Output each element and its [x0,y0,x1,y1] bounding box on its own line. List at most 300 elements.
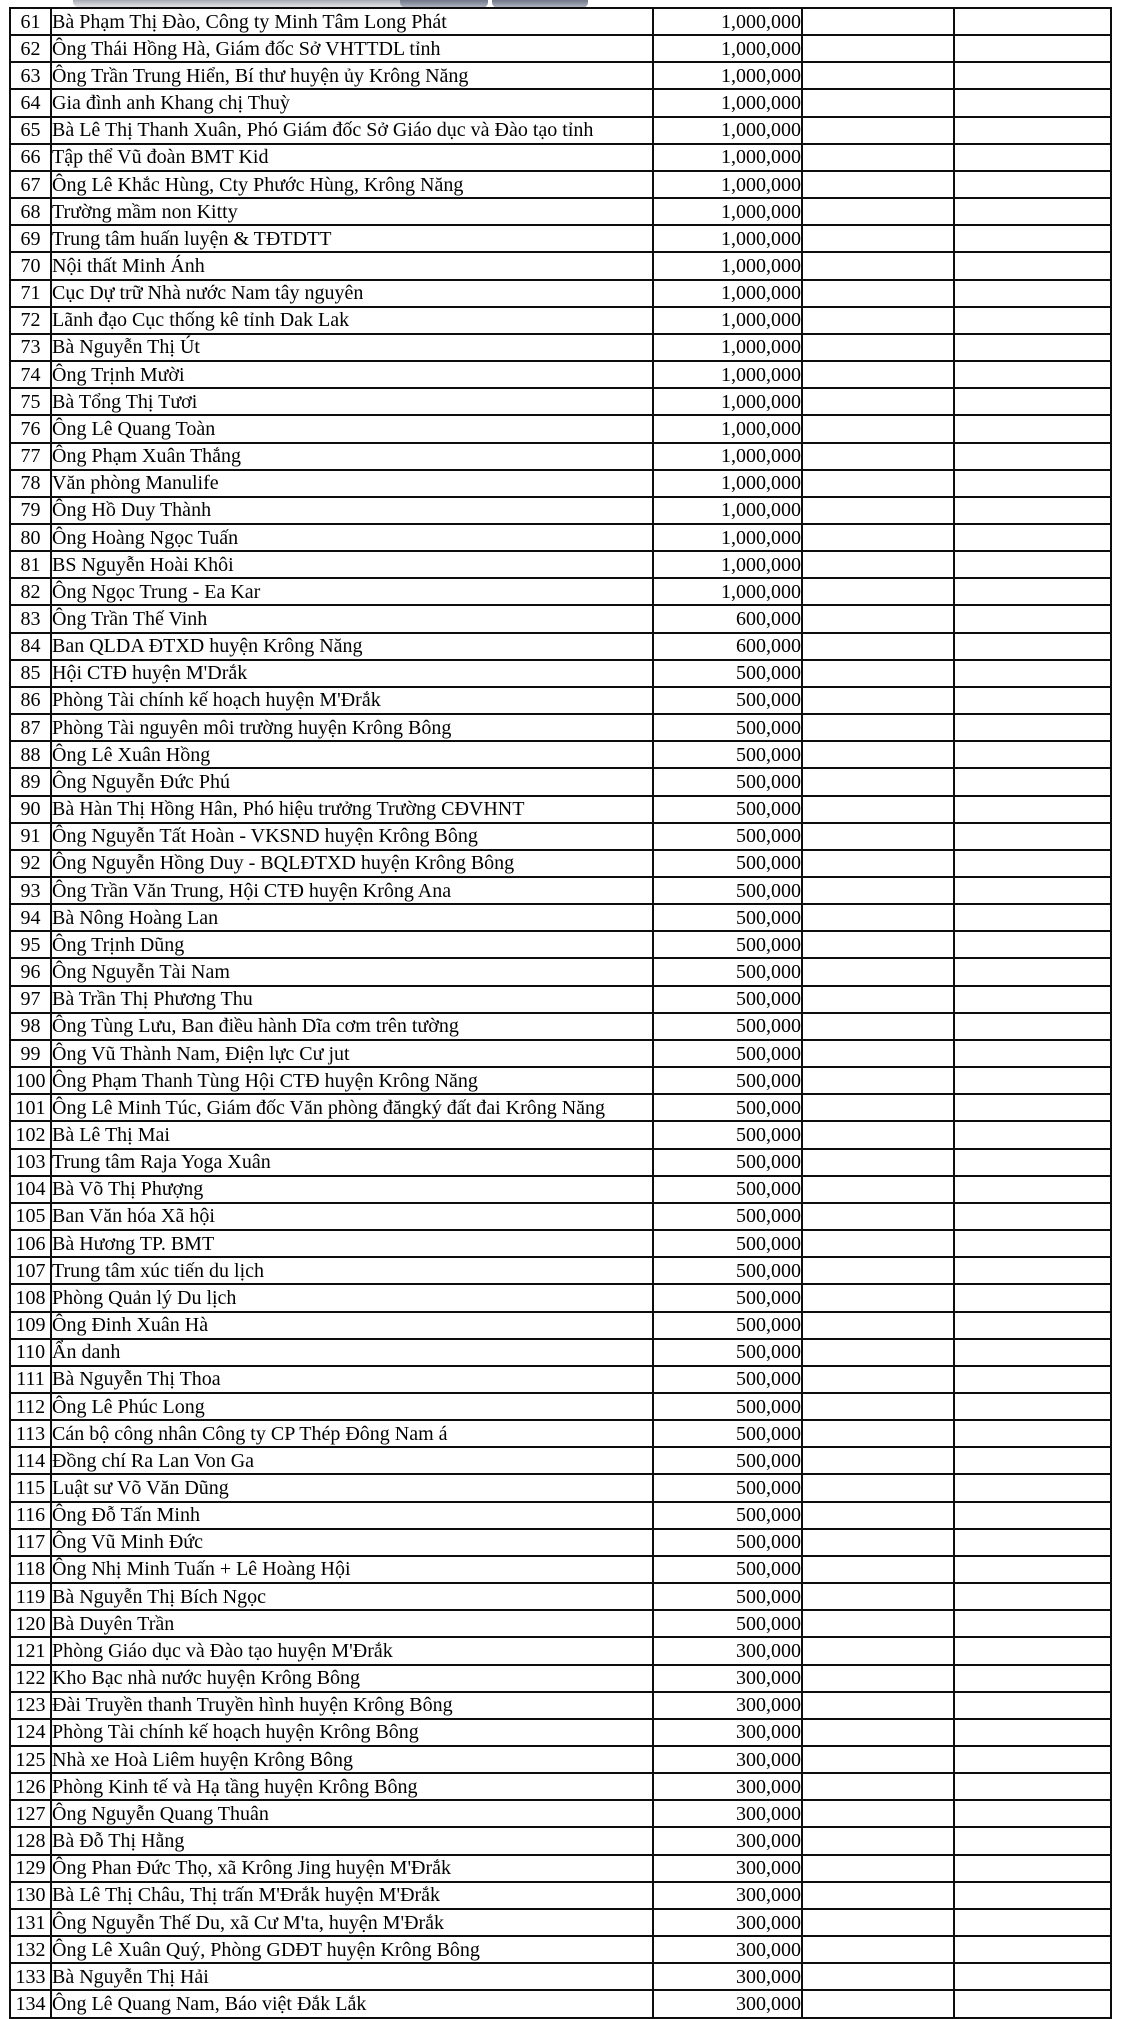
amount-cell: 1,000,000 [653,35,802,62]
amount-cell: 1,000,000 [653,225,802,252]
row-number-cell: 93 [10,877,51,904]
donor-name-cell: Gia đình anh Khang chị Thuỳ [51,89,653,116]
amount-cell: 500,000 [653,1474,802,1501]
row-number-cell: 112 [10,1393,51,1420]
blank-cell-1 [802,714,954,741]
amount-cell: 500,000 [653,1149,802,1176]
row-number-cell: 134 [10,1990,51,2018]
row-number-cell: 88 [10,741,51,768]
donor-name-cell: Ông Nguyễn Quang Thuân [51,1800,653,1827]
amount-cell: 1,000,000 [653,361,802,388]
blank-cell-2 [954,1474,1111,1501]
amount-cell: 500,000 [653,1366,802,1393]
blank-cell-2 [954,958,1111,985]
table-row [10,741,1111,768]
amount-cell: 1,000,000 [653,144,802,171]
donor-name-cell: Ông Nguyễn Đức Phú [51,768,653,795]
row-number-cell: 78 [10,470,51,497]
donor-name-cell: Phòng Kinh tế và Hạ tầng huyện Krông Bông [51,1773,653,1800]
donor-name-cell: Nhà xe Hoà Liêm huyện Krông Bông [51,1746,653,1773]
blank-cell-2 [954,334,1111,361]
blank-cell-1 [802,334,954,361]
blank-cell-1 [802,361,954,388]
row-number-cell: 133 [10,1963,51,1990]
row-number-cell: 110 [10,1339,51,1366]
table-row [10,334,1111,361]
row-number-cell: 107 [10,1257,51,1284]
blank-cell-2 [954,1773,1111,1800]
row-number-cell: 84 [10,633,51,660]
blank-cell-2 [954,768,1111,795]
amount-cell: 500,000 [653,1230,802,1257]
table-row [10,497,1111,524]
blank-cell-2 [954,35,1111,62]
blank-cell-1 [802,388,954,415]
donor-name-cell: Phòng Giáo dục và Đào tạo huyện M'Đrắk [51,1637,653,1664]
blank-cell-1 [802,524,954,551]
blank-cell-1 [802,986,954,1013]
donor-name-cell: Bà Lê Thị Châu, Thị trấn M'Đrắk huyện M'Đrắk [51,1882,653,1909]
blank-cell-2 [954,1149,1111,1176]
amount-cell: 300,000 [653,1773,802,1800]
row-number-cell: 116 [10,1502,51,1529]
blank-cell-2 [954,1610,1111,1637]
table-row [10,144,1111,171]
amount-cell: 500,000 [653,1393,802,1420]
blank-cell-1 [802,1176,954,1203]
amount-cell: 500,000 [653,1583,802,1610]
blank-cell-1 [802,877,954,904]
blank-cell-2 [954,89,1111,116]
row-number-cell: 91 [10,823,51,850]
blank-cell-1 [802,687,954,714]
row-number-cell: 114 [10,1447,51,1474]
table-row [10,388,1111,415]
donor-name-cell: Cán bộ công nhân Công ty CP Thép Đông Nam á [51,1420,653,1447]
blank-cell-1 [802,958,954,985]
table-row [10,1121,1111,1148]
row-number-cell: 104 [10,1176,51,1203]
row-number-cell: 68 [10,198,51,225]
blank-cell-2 [954,144,1111,171]
donor-name-cell: Ban Văn hóa Xã hội [51,1203,653,1230]
toolbar-remnant-light [73,0,405,7]
table-row [10,307,1111,334]
blank-cell-2 [954,1312,1111,1339]
blank-cell-2 [954,361,1111,388]
table-row [10,1963,1111,1990]
row-number-cell: 122 [10,1665,51,1692]
row-number-cell: 63 [10,62,51,89]
donor-name-cell: Bà Duyên Trần [51,1610,653,1637]
table-row [10,1610,1111,1637]
amount-cell: 500,000 [653,1420,802,1447]
amount-cell: 500,000 [653,850,802,877]
amount-cell: 500,000 [653,1339,802,1366]
blank-cell-1 [802,1692,954,1719]
table-row [10,551,1111,578]
amount-cell: 600,000 [653,605,802,632]
table-row [10,1502,1111,1529]
amount-cell: 500,000 [653,1013,802,1040]
row-number-cell: 94 [10,904,51,931]
blank-cell-1 [802,1773,954,1800]
amount-cell: 500,000 [653,1447,802,1474]
amount-cell: 1,000,000 [653,497,802,524]
row-number-cell: 72 [10,307,51,334]
amount-cell: 500,000 [653,1610,802,1637]
table-row [10,1556,1111,1583]
donor-name-cell: Lãnh đạo Cục thống kê tỉnh Dak Lak [51,307,653,334]
table-row [10,1420,1111,1447]
blank-cell-2 [954,1936,1111,1963]
table-row [10,62,1111,89]
donor-name-cell: Ông Nguyễn Tất Hoàn - VKSND huyện Krông Bông [51,823,653,850]
amount-cell: 500,000 [653,714,802,741]
donor-name-cell: Ẩn danh [51,1339,653,1366]
table-row [10,1257,1111,1284]
blank-cell-1 [802,1827,954,1854]
row-number-cell: 81 [10,551,51,578]
table-row [10,1637,1111,1664]
donor-name-cell: Phòng Tài nguyên môi trường huyện Krông Bông [51,714,653,741]
row-number-cell: 69 [10,225,51,252]
blank-cell-1 [802,1637,954,1664]
blank-cell-1 [802,1094,954,1121]
table-row [10,687,1111,714]
row-number-cell: 111 [10,1366,51,1393]
row-number-cell: 66 [10,144,51,171]
blank-cell-1 [802,1149,954,1176]
row-number-cell: 126 [10,1773,51,1800]
row-number-cell: 103 [10,1149,51,1176]
table-row [10,1773,1111,1800]
table-row [10,280,1111,307]
table-row [10,768,1111,795]
amount-cell: 300,000 [653,1800,802,1827]
donor-name-cell: Văn phòng Manulife [51,470,653,497]
table-row [10,660,1111,687]
blank-cell-1 [802,1800,954,1827]
blank-cell-1 [802,1230,954,1257]
blank-cell-2 [954,280,1111,307]
donor-name-cell: Kho Bạc nhà nước huyện Krông Bông [51,1665,653,1692]
blank-cell-2 [954,1121,1111,1148]
table-row [10,1094,1111,1121]
donor-name-cell: Phòng Tài chính kế hoạch huyện Krông Bông [51,1719,653,1746]
blank-cell-1 [802,1121,954,1148]
table-row [10,1909,1111,1936]
donor-name-cell: Đài Truyền thanh Truyền hình huyện Krông Bông [51,1692,653,1719]
table-row [10,1040,1111,1067]
blank-cell-1 [802,1203,954,1230]
row-number-cell: 62 [10,35,51,62]
blank-cell-2 [954,605,1111,632]
donor-name-cell: Ông Vũ Minh Đức [51,1529,653,1556]
row-number-cell: 105 [10,1203,51,1230]
amount-cell: 500,000 [653,1312,802,1339]
row-number-cell: 121 [10,1637,51,1664]
row-number-cell: 95 [10,931,51,958]
donor-name-cell: Trung tâm xúc tiến du lịch [51,1257,653,1284]
donor-name-cell: Nội thất Minh Ánh [51,252,653,279]
donor-name-cell: Phòng Quản lý Du lịch [51,1284,653,1311]
donor-name-cell: Ông Trần Thế Vinh [51,605,653,632]
row-number-cell: 83 [10,605,51,632]
amount-cell: 300,000 [653,1665,802,1692]
blank-cell-1 [802,117,954,144]
blank-cell-1 [802,307,954,334]
blank-cell-2 [954,1882,1111,1909]
amount-cell: 500,000 [653,768,802,795]
donor-name-cell: Trung tâm Raja Yoga Xuân [51,1149,653,1176]
table-row [10,1746,1111,1773]
blank-cell-2 [954,225,1111,252]
row-number-cell: 87 [10,714,51,741]
row-number-cell: 124 [10,1719,51,1746]
amount-cell: 1,000,000 [653,415,802,442]
blank-cell-2 [954,1990,1111,2018]
row-number-cell: 85 [10,660,51,687]
amount-cell: 500,000 [653,1176,802,1203]
table-row [10,415,1111,442]
blank-cell-2 [954,1203,1111,1230]
table-row [10,904,1111,931]
amount-cell: 500,000 [653,1556,802,1583]
amount-cell: 1,000,000 [653,524,802,551]
amount-cell: 500,000 [653,1121,802,1148]
row-number-cell: 101 [10,1094,51,1121]
table-row [10,1203,1111,1230]
blank-cell-1 [802,1719,954,1746]
donor-name-cell: Bà Hương TP. BMT [51,1230,653,1257]
table-row [10,1990,1111,2018]
blank-cell-2 [954,497,1111,524]
table-row [10,633,1111,660]
donor-name-cell: Ông Phan Đức Thọ, xã Krông Jing huyện M'Đrắk [51,1855,653,1882]
blank-cell-2 [954,1230,1111,1257]
table-row [10,225,1111,252]
row-number-cell: 99 [10,1040,51,1067]
amount-cell: 1,000,000 [653,388,802,415]
amount-cell: 500,000 [653,823,802,850]
amount-cell: 600,000 [653,633,802,660]
row-number-cell: 75 [10,388,51,415]
row-number-cell: 65 [10,117,51,144]
table-row [10,1284,1111,1311]
row-number-cell: 102 [10,1121,51,1148]
table-row [10,1312,1111,1339]
row-number-cell: 117 [10,1529,51,1556]
row-number-cell: 82 [10,578,51,605]
donor-name-cell: Bà Lê Thị Mai [51,1121,653,1148]
donor-name-cell: Bà Lê Thị Thanh Xuân, Phó Giám đốc Sở Giáo dục và Đào tạo tỉnh [51,117,653,144]
row-number-cell: 118 [10,1556,51,1583]
amount-cell: 1,000,000 [653,307,802,334]
row-number-cell: 100 [10,1067,51,1094]
donor-name-cell: Bà Nguyễn Thị Út [51,334,653,361]
row-number-cell: 98 [10,1013,51,1040]
blank-cell-2 [954,578,1111,605]
amount-cell: 1,000,000 [653,551,802,578]
table-row [10,796,1111,823]
donor-name-cell: Ông Trần Văn Trung, Hội CTĐ huyện Krông Ana [51,877,653,904]
blank-cell-2 [954,1855,1111,1882]
amount-cell: 1,000,000 [653,443,802,470]
donor-name-cell: Ông Nguyễn Thế Du, xã Cư M'ta, huyện M'Đrắk [51,1909,653,1936]
row-number-cell: 64 [10,89,51,116]
blank-cell-1 [802,1474,954,1501]
blank-cell-1 [802,1312,954,1339]
row-number-cell: 71 [10,280,51,307]
table-row [10,1366,1111,1393]
donor-name-cell: Ông Đỗ Tấn Minh [51,1502,653,1529]
donation-table [9,7,1112,2019]
blank-cell-2 [954,1909,1111,1936]
blank-cell-1 [802,1855,954,1882]
amount-cell: 500,000 [653,1529,802,1556]
table-row [10,470,1111,497]
blank-cell-2 [954,1447,1111,1474]
row-number-cell: 106 [10,1230,51,1257]
blank-cell-1 [802,850,954,877]
blank-cell-2 [954,1692,1111,1719]
table-row [10,1882,1111,1909]
blank-cell-1 [802,1393,954,1420]
amount-cell: 500,000 [653,796,802,823]
row-number-cell: 67 [10,171,51,198]
row-number-cell: 80 [10,524,51,551]
blank-cell-1 [802,741,954,768]
blank-cell-2 [954,1366,1111,1393]
row-number-cell: 92 [10,850,51,877]
amount-cell: 300,000 [653,1692,802,1719]
table-row [10,605,1111,632]
row-number-cell: 97 [10,986,51,1013]
amount-cell: 1,000,000 [653,117,802,144]
blank-cell-1 [802,1909,954,1936]
table-row [10,35,1111,62]
blank-cell-2 [954,1176,1111,1203]
donor-name-cell: Ông Trần Trung Hiển, Bí thư huyện ủy Krông Năng [51,62,653,89]
blank-cell-2 [954,1094,1111,1121]
blank-cell-2 [954,470,1111,497]
row-number-cell: 74 [10,361,51,388]
blank-cell-1 [802,768,954,795]
amount-cell: 500,000 [653,1040,802,1067]
table-row [10,986,1111,1013]
donor-name-cell: Ông Nhị Minh Tuấn + Lê Hoàng Hội [51,1556,653,1583]
table-row [10,823,1111,850]
donor-name-cell: Ông Lê Quang Toàn [51,415,653,442]
blank-cell-2 [954,8,1111,35]
blank-cell-2 [954,1257,1111,1284]
table-row [10,1665,1111,1692]
row-number-cell: 119 [10,1583,51,1610]
amount-cell: 1,000,000 [653,470,802,497]
blank-cell-1 [802,1447,954,1474]
blank-cell-1 [802,633,954,660]
blank-cell-1 [802,1990,954,2018]
row-number-cell: 132 [10,1936,51,1963]
donor-name-cell: Ông Nguyễn Tài Nam [51,958,653,985]
blank-cell-1 [802,796,954,823]
amount-cell: 1,000,000 [653,8,802,35]
donor-name-cell: Hội CTĐ huyện M'Drắk [51,660,653,687]
table-row [10,198,1111,225]
blank-cell-2 [954,823,1111,850]
amount-cell: 1,000,000 [653,62,802,89]
blank-cell-2 [954,443,1111,470]
table-row [10,1692,1111,1719]
blank-cell-1 [802,415,954,442]
donor-name-cell: Ông Hồ Duy Thành [51,497,653,524]
amount-cell: 500,000 [653,931,802,958]
amount-cell: 1,000,000 [653,334,802,361]
blank-cell-1 [802,1502,954,1529]
blank-cell-2 [954,307,1111,334]
blank-cell-2 [954,1583,1111,1610]
donor-name-cell: Bà Nguyễn Thị Bích Ngọc [51,1583,653,1610]
table-row [10,1067,1111,1094]
table-row [10,850,1111,877]
blank-cell-2 [954,1529,1111,1556]
table-row [10,361,1111,388]
amount-cell: 500,000 [653,1203,802,1230]
blank-cell-2 [954,877,1111,904]
row-number-cell: 113 [10,1420,51,1447]
table-row [10,443,1111,470]
blank-cell-2 [954,850,1111,877]
blank-cell-2 [954,1827,1111,1854]
blank-cell-2 [954,1067,1111,1094]
table-row [10,89,1111,116]
blank-cell-1 [802,1936,954,1963]
amount-cell: 300,000 [653,1909,802,1936]
blank-cell-1 [802,1366,954,1393]
donor-name-cell: Bà Nguyễn Thị Thoa [51,1366,653,1393]
blank-cell-2 [954,1665,1111,1692]
table-row [10,714,1111,741]
donor-name-cell: Ông Phạm Xuân Thắng [51,443,653,470]
blank-cell-2 [954,633,1111,660]
blank-cell-2 [954,198,1111,225]
table-row [10,8,1111,35]
table-row [10,1719,1111,1746]
amount-cell: 500,000 [653,1502,802,1529]
donor-name-cell: Ông Lê Khắc Hùng, Cty Phước Hùng, Krông Năng [51,171,653,198]
donor-name-cell: Ông Lê Phúc Long [51,1393,653,1420]
table-row [10,1800,1111,1827]
table-row [10,1936,1111,1963]
blank-cell-2 [954,1800,1111,1827]
blank-cell-1 [802,89,954,116]
blank-cell-2 [954,1963,1111,1990]
blank-cell-1 [802,1067,954,1094]
table-row [10,117,1111,144]
donor-name-cell: Ông Thái Hồng Hà, Giám đốc Sở VHTTDL tỉnh [51,35,653,62]
donor-name-cell: Trường mầm non Kitty [51,198,653,225]
table-row [10,1176,1111,1203]
row-number-cell: 89 [10,768,51,795]
blank-cell-1 [802,1040,954,1067]
row-number-cell: 128 [10,1827,51,1854]
table-row [10,1339,1111,1366]
blank-cell-1 [802,144,954,171]
blank-cell-1 [802,1556,954,1583]
blank-cell-2 [954,1746,1111,1773]
amount-cell: 300,000 [653,1882,802,1909]
